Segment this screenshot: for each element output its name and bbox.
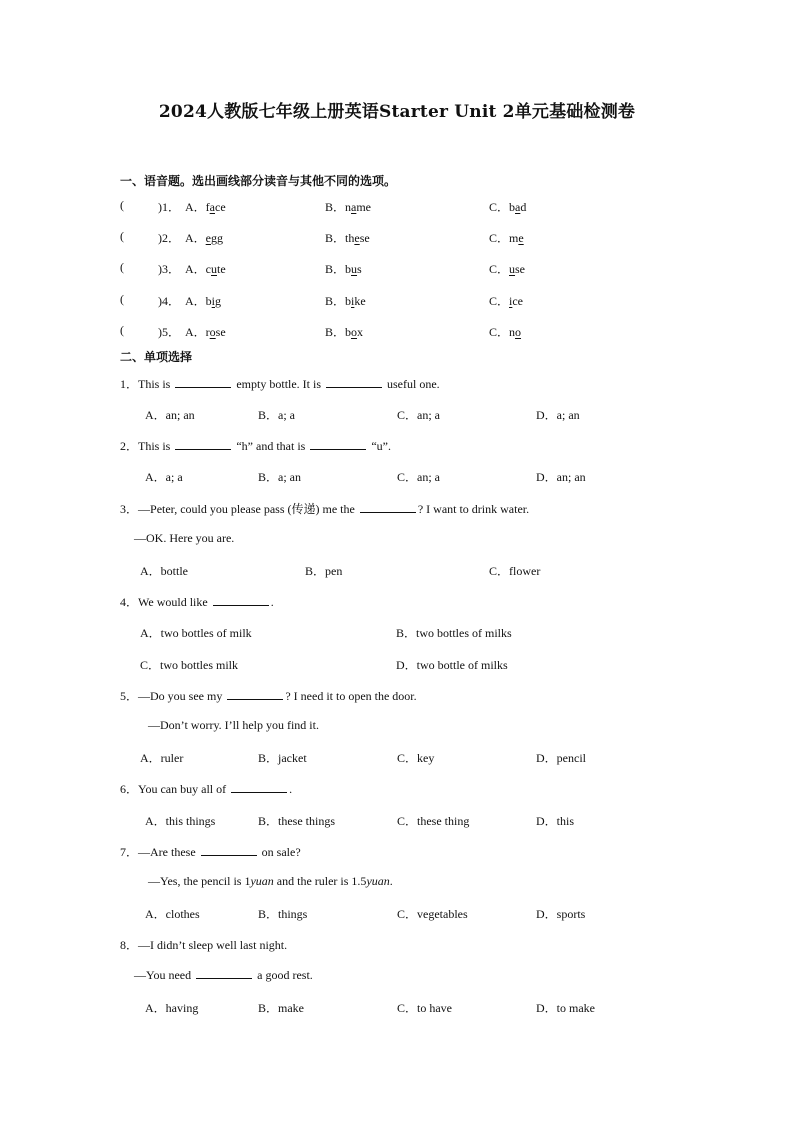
answer-paren[interactable]: (	[120, 260, 124, 274]
q7-unit-2: yuan	[366, 874, 390, 888]
option-post: ce	[512, 294, 524, 308]
q6-option-a[interactable]: A．this things	[145, 814, 216, 828]
option-a[interactable]	[185, 198, 226, 215]
q2-blank-1[interactable]	[175, 448, 231, 450]
option-pre: m	[509, 231, 519, 245]
option-post: g	[215, 294, 222, 308]
option-c[interactable]	[489, 229, 524, 246]
question-5	[120, 687, 417, 704]
option-b[interactable]	[325, 198, 371, 215]
question-3	[120, 500, 529, 517]
option-pre: b	[345, 325, 352, 339]
q5-blank[interactable]	[227, 698, 283, 700]
q7-response-3: .	[389, 874, 393, 888]
q2-option-b[interactable]: B．a; an	[258, 470, 301, 484]
option-a[interactable]	[185, 260, 226, 277]
q8-option-b[interactable]: B．make	[258, 1001, 304, 1015]
question-number: )4．	[158, 294, 180, 308]
option-label: A．	[185, 200, 206, 214]
option-label: B．	[325, 294, 346, 308]
q3-option-b[interactable]: B．pen	[305, 564, 343, 578]
q4-num: 4．	[120, 595, 139, 609]
question-7	[120, 843, 301, 860]
q8-num: 8．	[120, 938, 139, 952]
q8-blank[interactable]	[196, 977, 252, 979]
option-label: C．	[489, 294, 510, 308]
q5-option-a[interactable]: A．ruler	[140, 751, 184, 765]
option-c[interactable]	[489, 198, 526, 215]
question-8	[120, 936, 287, 953]
q5-option-b[interactable]: B．jacket	[258, 751, 307, 765]
q8-text-3: a good rest.	[257, 968, 313, 982]
option-label: A．	[185, 294, 206, 308]
option-label: B．	[325, 325, 346, 339]
q7-blank[interactable]	[201, 854, 257, 856]
q7-unit-1: yuan	[250, 874, 274, 888]
option-label: B．	[325, 200, 346, 214]
q2-text-2: “h” and that is	[236, 439, 306, 453]
answer-paren[interactable]: (	[120, 198, 124, 212]
option-post: d	[520, 200, 527, 214]
option-c[interactable]	[489, 323, 521, 340]
option-label: C．	[489, 325, 510, 339]
option-b[interactable]	[325, 260, 362, 277]
option-pre: r	[205, 325, 210, 339]
option-label: B．	[325, 231, 346, 245]
option-pre: f	[205, 200, 210, 214]
q3-response: —OK. Here you are.	[134, 531, 235, 545]
q7-text-2: on sale?	[261, 845, 301, 859]
q3-text-1: —Peter, could you please pass (传递) me the	[138, 502, 355, 516]
q6-option-d[interactable]: D．this	[536, 814, 575, 828]
q7-option-c[interactable]: C．vegetables	[397, 907, 468, 921]
q4-option-a[interactable]: A．two bottles of milk	[140, 626, 252, 640]
option-post: se	[515, 262, 526, 276]
option-post: x	[357, 325, 364, 339]
q1-text-1: This is	[138, 377, 171, 391]
q6-option-b[interactable]: B．these things	[258, 814, 335, 828]
q7-text-1: —Are these	[138, 845, 196, 859]
q1-option-a[interactable]: A．an; an	[145, 408, 195, 422]
option-pre: th	[345, 231, 355, 245]
option-pre: b	[345, 262, 352, 276]
q4-option-b[interactable]: B．two bottles of milks	[396, 626, 512, 640]
q7-option-a[interactable]: A．clothes	[145, 907, 200, 921]
q8-response	[134, 968, 313, 983]
answer-paren[interactable]: (	[120, 292, 124, 306]
question-2	[120, 437, 391, 454]
underlined-letter: e	[518, 231, 524, 245]
q4-blank[interactable]	[213, 604, 269, 606]
q8-option-d[interactable]: D．to make	[536, 1001, 595, 1015]
q4-option-d[interactable]: D．two bottle of milks	[396, 658, 508, 672]
q2-text-1: This is	[138, 439, 171, 453]
option-post: te	[217, 262, 226, 276]
underlined-letter: o	[515, 325, 522, 339]
q6-text-2: .	[289, 782, 293, 796]
q2-option-d[interactable]: D．an; an	[536, 470, 586, 484]
q5-response: —Don’t worry. I’ll help you find it.	[148, 718, 319, 732]
underlined-letter: e	[354, 231, 360, 245]
underlined-letter: o	[351, 325, 358, 339]
q3-option-c[interactable]: C．flower	[489, 564, 541, 578]
option-b[interactable]	[325, 292, 366, 309]
option-pre: b	[509, 200, 516, 214]
option-label: A．	[185, 262, 206, 276]
q1-blank-2[interactable]	[326, 386, 382, 388]
option-label: C．	[489, 262, 510, 276]
q8-option-c[interactable]: C．to have	[397, 1001, 452, 1015]
q2-option-a[interactable]: A．a; a	[145, 470, 183, 484]
underlined-letter: o	[209, 325, 216, 339]
underlined-letter: i	[351, 294, 355, 308]
question-1	[120, 375, 440, 392]
underlined-letter: e	[205, 231, 211, 245]
q3-text-2: ? I want to drink water.	[417, 502, 530, 516]
question-number: )5．	[158, 325, 180, 339]
option-b[interactable]	[325, 323, 363, 340]
option-post: se	[215, 325, 226, 339]
answer-paren[interactable]: (	[120, 229, 124, 243]
q6-blank[interactable]	[231, 791, 287, 793]
option-post: ce	[215, 200, 226, 214]
q7-response	[148, 874, 393, 889]
q4-text-2: .	[270, 595, 274, 609]
option-label: A．	[185, 325, 206, 339]
q2-blank-2[interactable]	[310, 448, 366, 450]
q7-option-d[interactable]: D．sports	[536, 907, 586, 921]
q8-option-a[interactable]: A．having	[145, 1001, 199, 1015]
q7-response-1: —Yes, the pencil is 1	[148, 874, 251, 888]
q4-option-c[interactable]: C．two bottles milk	[140, 658, 239, 672]
q3-num: 3．	[120, 502, 139, 516]
option-a[interactable]	[185, 229, 223, 246]
q1-text-2: empty bottle. It is	[236, 377, 322, 391]
underlined-letter: a	[209, 200, 215, 214]
q7-num: 7．	[120, 845, 139, 859]
option-label: A．	[185, 231, 206, 245]
q5-option-d[interactable]: D．pencil	[536, 751, 586, 765]
underlined-letter: u	[351, 262, 358, 276]
option-post: me	[356, 200, 372, 214]
q5-text-2: ? I need it to open the door.	[285, 689, 417, 703]
option-b[interactable]	[325, 229, 370, 246]
q1-option-c[interactable]: C．an; a	[397, 408, 440, 422]
section1-heading: 一、语音题。选出画线部分读音与其他不同的选项。	[120, 174, 397, 188]
option-label: C．	[489, 200, 510, 214]
option-label: B．	[325, 262, 346, 276]
q5-num: 5．	[120, 689, 139, 703]
underlined-letter: u	[509, 262, 516, 276]
q6-option-c[interactable]: C．these thing	[397, 814, 470, 828]
q8-text-1: —I didn’t sleep well last night.	[138, 938, 288, 952]
option-pre: b	[345, 294, 352, 308]
option-c[interactable]	[489, 292, 523, 309]
q6-num: 6．	[120, 782, 139, 796]
q7-response-2: and the ruler is 1.5	[276, 874, 367, 888]
underlined-letter: i	[211, 294, 216, 308]
question-6	[120, 780, 292, 797]
option-post: gg	[211, 231, 223, 245]
q3-blank[interactable]	[360, 511, 416, 513]
option-label: C．	[489, 231, 510, 245]
section2-heading: 二、单项选择	[120, 350, 193, 364]
q1-num: 1．	[120, 377, 139, 391]
underlined-letter: i	[509, 294, 513, 308]
q1-blank-1[interactable]	[175, 386, 231, 388]
q5-text-1: —Do you see my	[138, 689, 223, 703]
option-a[interactable]	[185, 323, 226, 340]
option-c[interactable]	[489, 260, 525, 277]
underlined-letter: u	[211, 262, 217, 276]
option-pre: c	[205, 262, 211, 276]
q2-text-3: “u”.	[371, 439, 391, 453]
option-post: se	[359, 231, 370, 245]
answer-paren[interactable]: (	[120, 323, 124, 337]
option-pre: n	[509, 325, 516, 339]
option-post: s	[357, 262, 362, 276]
option-pre: n	[345, 200, 352, 214]
q4-text-1: We would like	[138, 595, 208, 609]
question-number: )2．	[158, 231, 180, 245]
option-pre: b	[205, 294, 212, 308]
q1-option-b[interactable]: B．a; a	[258, 408, 295, 422]
page-title: 2024人教版七年级上册英语Starter Unit 2单元基础检测卷	[158, 102, 636, 122]
q8-text-2: —You need	[134, 968, 192, 982]
q2-num: 2．	[120, 439, 139, 453]
q2-option-c[interactable]: C．an; a	[397, 470, 440, 484]
underlined-letter: a	[515, 200, 521, 214]
q7-option-b[interactable]: B．things	[258, 907, 308, 921]
question-number: )1．	[158, 200, 180, 214]
q1-option-d[interactable]: D．a; an	[536, 408, 580, 422]
question-number: )3．	[158, 262, 180, 276]
option-post: ke	[354, 294, 366, 308]
q3-option-a[interactable]: A．bottle	[140, 564, 188, 578]
q6-text-1: You can buy all of	[138, 782, 227, 796]
q1-text-3: useful one.	[387, 377, 440, 391]
question-4	[120, 593, 274, 610]
underlined-letter: a	[351, 200, 357, 214]
option-a[interactable]	[185, 292, 221, 309]
q5-option-c[interactable]: C．key	[397, 751, 435, 765]
